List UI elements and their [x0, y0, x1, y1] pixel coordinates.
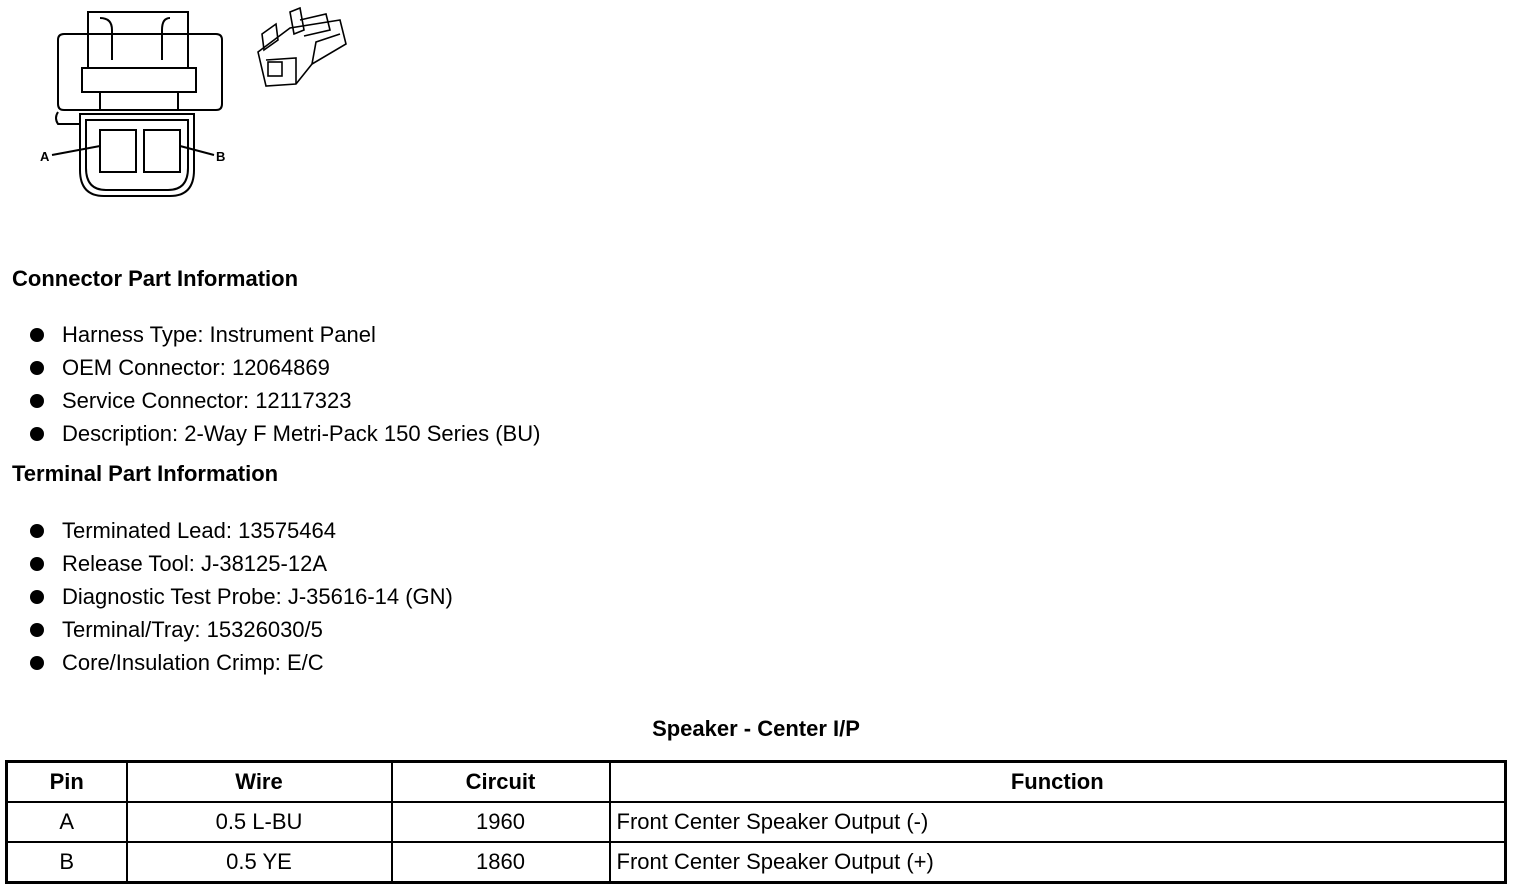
connector-latch — [88, 12, 188, 68]
bullet-icon — [30, 361, 44, 375]
column-header-pin: Pin — [7, 762, 127, 803]
pin-a-label: A — [40, 149, 50, 164]
bullet-icon — [30, 656, 44, 670]
function-cell: Front Center Speaker Output (-) — [610, 802, 1506, 842]
terminal-part-info-heading: Terminal Part Information — [12, 461, 279, 486]
wire-cell: 0.5 YE — [127, 842, 392, 883]
bullet-icon — [30, 623, 44, 637]
column-header-function: Function — [610, 762, 1506, 803]
wire-cell: 0.5 L-BU — [127, 802, 392, 842]
pinout-table — [5, 760, 1507, 884]
list-item: Harness Type: Instrument Panel — [28, 318, 540, 351]
table-row — [7, 802, 1506, 842]
circuit-cell: 1960 — [392, 802, 610, 842]
bullet-icon — [30, 427, 44, 441]
terminal-part-info-list — [28, 514, 453, 679]
pin-a-cavity — [100, 130, 136, 172]
bullet-icon — [30, 524, 44, 538]
table-row — [7, 842, 1506, 883]
pin-cell: A — [7, 802, 127, 842]
list-item: Release Tool: J-38125-12A — [28, 547, 453, 580]
bullet-icon — [30, 590, 44, 604]
pin-cell: B — [7, 842, 127, 883]
connector-part-info-list — [28, 318, 540, 450]
list-item: Terminated Lead: 13575464 — [28, 514, 453, 547]
connector-isometric-view — [258, 8, 346, 86]
circuit-cell: 1860 — [392, 842, 610, 883]
bullet-icon — [30, 394, 44, 408]
list-item: Diagnostic Test Probe: J-35616-14 (GN) — [28, 580, 453, 613]
list-item: Description: 2-Way F Metri-Pack 150 Series (BU) — [28, 417, 540, 450]
list-item: Service Connector: 12117323 — [28, 384, 540, 417]
list-item: OEM Connector: 12064869 — [28, 351, 540, 384]
bullet-icon — [30, 328, 44, 342]
connector-diagram — [0, 0, 360, 210]
column-header-circuit: Circuit — [392, 762, 610, 803]
list-item: Core/Insulation Crimp: E/C — [28, 646, 453, 679]
function-cell: Front Center Speaker Output (+) — [610, 842, 1506, 883]
bullet-icon — [30, 557, 44, 571]
connector-part-info-heading: Connector Part Information — [12, 266, 299, 291]
pin-b-label: B — [216, 149, 226, 164]
column-header-wire: Wire — [127, 762, 392, 803]
table-title: Speaker - Center I/P — [652, 716, 860, 741]
list-item: Terminal/Tray: 15326030/5 — [28, 613, 453, 646]
pin-b-cavity — [144, 130, 180, 172]
table-header-row — [7, 762, 1506, 803]
